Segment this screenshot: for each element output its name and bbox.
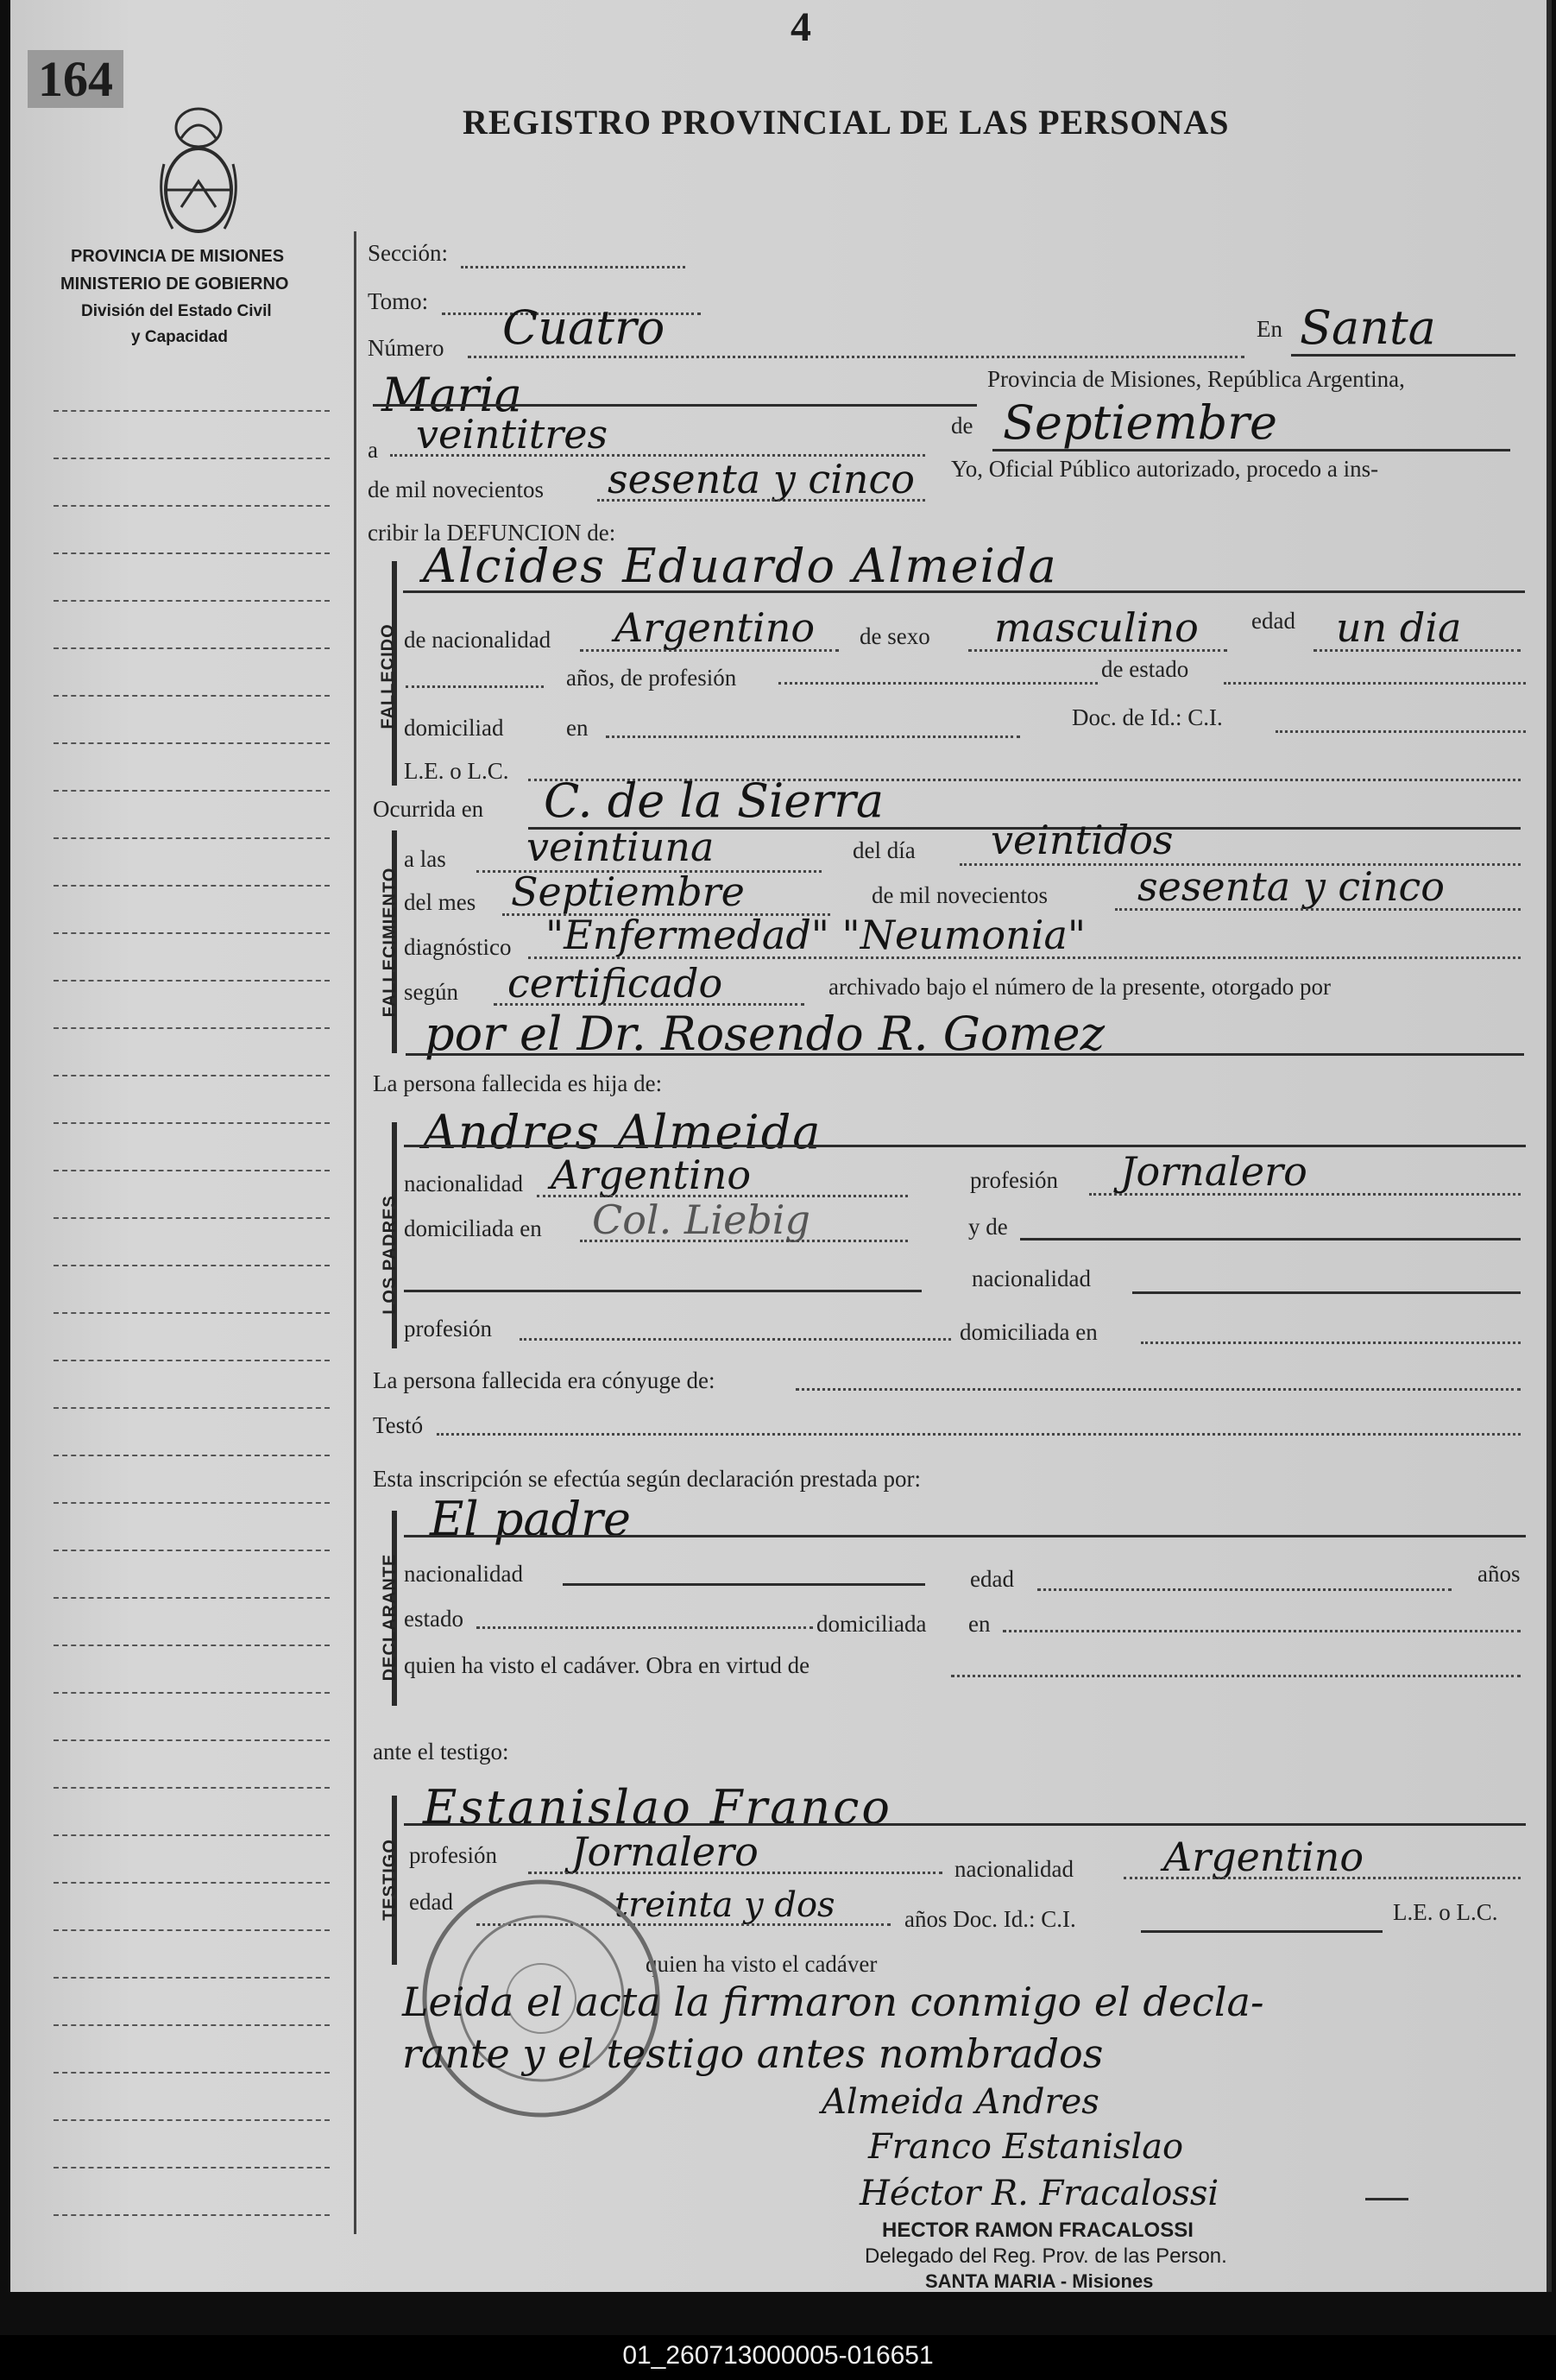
sexo-label: de sexo: [860, 623, 930, 649]
padres-profesion2-label: profesión: [404, 1316, 492, 1342]
diagnostico-label: diagnóstico: [404, 934, 512, 960]
conyuge-label: La persona fallecida era cónyuge de:: [373, 1367, 715, 1393]
le-lc-label: L.E. o L.C.: [404, 758, 509, 784]
sidebar-capacidad: y Capacidad: [131, 328, 228, 346]
estado-label: de estado: [1101, 656, 1189, 682]
officer-name: HECTOR RAMON FRACALOSSI: [882, 2219, 1194, 2242]
segun-label: según: [404, 979, 458, 1005]
year-value: sesenta y cinco: [608, 456, 915, 502]
seccion-label: Sección:: [368, 240, 448, 266]
mes-de-mil-label: de mil novecientos: [872, 882, 1048, 908]
del-mes-label: del mes: [404, 889, 476, 915]
testigo-nacionalidad-label: nacionalidad: [954, 1856, 1074, 1882]
edad-value: un dia: [1336, 604, 1462, 651]
testigo-profesion-value: Jornalero: [571, 1828, 759, 1875]
del-dia-label: del día: [853, 837, 916, 863]
testigo-visto-label: quien ha visto el cadáver: [646, 1951, 878, 1977]
diagnostico-value: "Enfermedad" "Neumonia": [545, 912, 1087, 958]
declarante-domiciliada-label: domiciliada: [816, 1611, 927, 1637]
month-value: Septiembre: [1003, 395, 1277, 450]
sidebar-division: División del Estado Civil: [81, 302, 272, 320]
padres-domiciliada2-label: domiciliada en: [960, 1319, 1098, 1345]
declarante-intro: Esta inscripción se efectúa según declaración prestada por:: [373, 1466, 921, 1492]
nacionalidad-value: Argentino: [614, 604, 816, 651]
ocurrida-label: Ocurrida en: [373, 796, 484, 822]
coat-of-arms-icon: [155, 104, 242, 242]
officer-place: SANTA MARIA - Misiones: [925, 2270, 1154, 2292]
padres-nacionalidad-value: Argentino: [551, 1152, 752, 1198]
testigo-edad-value: treinta y dos: [614, 1885, 835, 1925]
provincia-text: Provincia de Misiones, República Argentina,: [987, 366, 1405, 392]
sexo-value: masculino: [994, 604, 1199, 651]
day-value: veintitres: [416, 411, 608, 458]
otorgado-value: por el Dr. Rosendo R. Gomez: [425, 1007, 1106, 1061]
tomo-label: Tomo:: [368, 288, 429, 314]
padres-profesion-label: profesión: [970, 1167, 1058, 1193]
testigo-section-label: TESTIGO: [380, 1839, 400, 1921]
segun-value: certificado: [507, 960, 723, 1007]
anos-profesion-label: años, de profesión: [566, 665, 737, 691]
ante-testigo-label: ante el testigo:: [373, 1739, 509, 1764]
edad-label: edad: [1251, 608, 1295, 634]
sidebar-province: PROVINCIA DE MISIONES: [71, 247, 285, 266]
ocurrida-value: C. de la Sierra: [544, 773, 885, 828]
oficial-text: Yo, Oficial Público autorizado, procedo a ins-: [951, 456, 1379, 482]
padres-domiciliada-value: Col. Liebig: [592, 1196, 810, 1243]
en-label: En: [1257, 316, 1282, 342]
declarante-visto-label: quien ha visto el cadáver. Obra en virtud de: [404, 1652, 810, 1678]
mes-value: Septiembre: [511, 868, 745, 915]
fallecimiento-section-label: FALLECIMIENTO: [380, 867, 400, 1018]
padres-section-label: LOS PADRES: [380, 1195, 400, 1315]
closing-line-1: Leida el acta la firmaron conmigo el decla-: [402, 1979, 1264, 2025]
a-label: a: [368, 437, 378, 463]
declarante-name: El padre: [430, 1492, 631, 1546]
closing-line-2: rante y el testigo antes nombrados: [402, 2030, 1104, 2077]
archivado-text: archivado bajo el número de la presente, otorgado por: [828, 974, 1332, 1000]
page-title: REGISTRO PROVINCIAL DE LAS PERSONAS: [463, 103, 1230, 142]
signature-testigo: Franco Estanislao: [868, 2127, 1184, 2167]
inscribir-text: cribir la DEFUNCION de:: [368, 520, 616, 546]
declarante-estado-label: estado: [404, 1606, 463, 1632]
doc-id-label: Doc. de Id.: C.I.: [1072, 704, 1223, 730]
fallecido-name: Alcides Eduardo Almeida: [423, 539, 1058, 593]
testigo-le-label: L.E. o L.C.: [1393, 1899, 1498, 1925]
scan-footer-id: 01_260713000005-016651: [622, 2341, 934, 2370]
testigo-edad-label: edad: [409, 1889, 453, 1915]
declarante-section-label: DECLARANTE: [380, 1553, 400, 1682]
dia-value: veintidos: [991, 817, 1174, 863]
signature-officer: Héctor R. Fracalossi: [860, 2174, 1219, 2213]
padres-intro: La persona fallecida es hija de:: [373, 1070, 663, 1096]
numero-label: Número: [368, 335, 444, 361]
padres-nacionalidad2-label: nacionalidad: [972, 1266, 1091, 1291]
declarante-nacionalidad-label: nacionalidad: [404, 1561, 523, 1587]
officer-title: Delegado del Reg. Prov. de las Person.: [865, 2244, 1227, 2268]
place-value: Maria: [381, 368, 522, 422]
a-las-label: a las: [404, 846, 446, 872]
hora-value: veintiuna: [526, 824, 715, 870]
nacionalidad-label: de nacionalidad: [404, 627, 551, 653]
y-de-label: y de: [968, 1214, 1008, 1240]
padres-profesion-value: Jornalero: [1120, 1148, 1307, 1195]
en-value: Santa: [1300, 300, 1436, 355]
testigo-nacionalidad-value: Argentino: [1163, 1834, 1364, 1880]
domicilio-en-label: en: [566, 715, 589, 741]
folio-number: 164: [28, 50, 123, 108]
declarante-edad-label: edad: [970, 1566, 1014, 1592]
padres-nacionalidad-label: nacionalidad: [404, 1171, 523, 1196]
sidebar-ministry: MINISTERIO DE GOBIERNO: [60, 275, 289, 294]
signature-declarante: Almeida Andres: [822, 2082, 1099, 2122]
testigo-anos-doc-label: años Doc. Id.: C.I.: [904, 1906, 1076, 1932]
testigo-name: Estanislao Franco: [423, 1780, 892, 1834]
anio-value: sesenta y cinco: [1137, 863, 1445, 910]
register-page: [10, 0, 1552, 2292]
de-mil-label: de mil novecientos: [368, 477, 544, 502]
de-label: de: [951, 413, 973, 439]
declarante-anos-label: años: [1477, 1561, 1521, 1587]
padres-domiciliada-label: domiciliada en: [404, 1215, 542, 1241]
domiciliad-label: domiciliad: [404, 715, 504, 741]
page-number: 4: [791, 4, 811, 50]
testo-label: Testó: [373, 1412, 424, 1438]
declarante-en-label: en: [968, 1611, 991, 1637]
form-left-border: [354, 231, 356, 2234]
testigo-profesion-label: profesión: [409, 1842, 497, 1868]
numero-value: Cuatro: [502, 300, 665, 355]
padre-value: Andres Almeida: [423, 1105, 822, 1159]
fallecido-section-label: FALLECIDO: [378, 623, 398, 729]
